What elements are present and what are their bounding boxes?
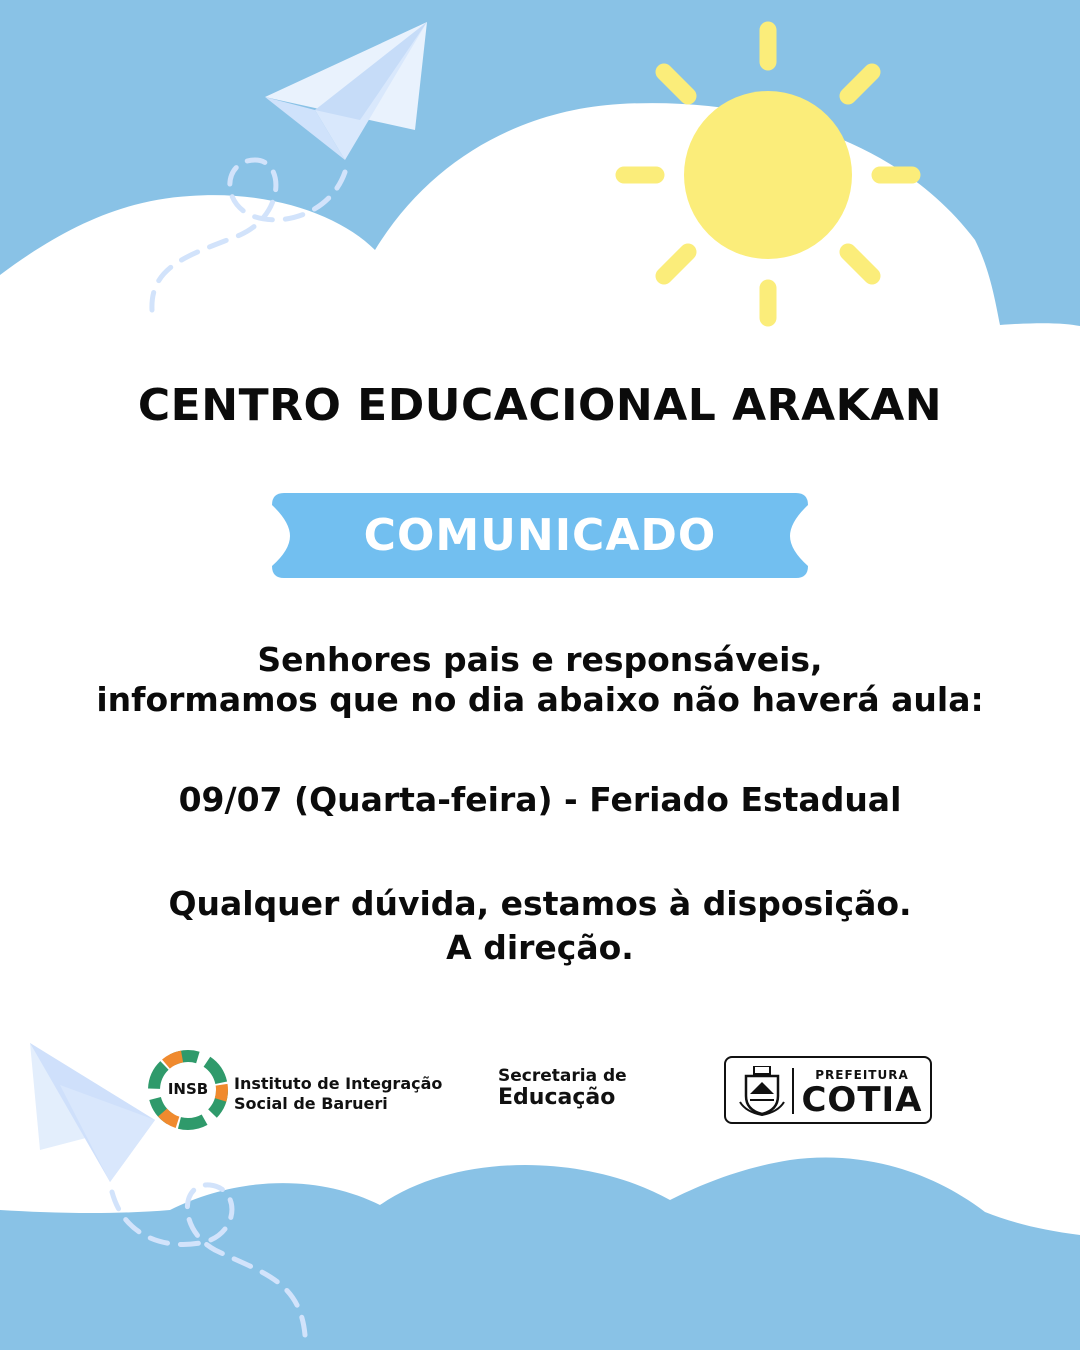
banner-label: COMUNICADO xyxy=(363,510,717,561)
message-line-1: Senhores pais e responsáveis, xyxy=(257,640,823,679)
insb-name-line-1: Instituto de Integração xyxy=(234,1074,443,1093)
message-line-2: informamos que no dia abaixo não haverá aula: xyxy=(96,680,984,719)
logo-divider xyxy=(792,1068,794,1114)
prefeitura-city: COTIA xyxy=(801,1080,923,1120)
secretaria-line-1: Secretaria de xyxy=(498,1066,627,1086)
insb-badge-text: INSB xyxy=(167,1080,209,1098)
school-title: CENTRO EDUCACIONAL ARAKAN xyxy=(137,380,943,431)
holiday-date-line: 09/07 (Quarta-feira) - Feriado Estadual xyxy=(178,780,902,819)
prefeitura-cotia-logo xyxy=(724,1056,932,1124)
closing-signature: A direção. xyxy=(446,928,634,967)
closing-line-1: Qualquer dúvida, estamos à disposição. xyxy=(168,884,912,923)
coat-of-arms-icon xyxy=(738,1066,786,1116)
secretaria-line-2: Educação xyxy=(498,1085,616,1110)
insb-name-line-2: Social de Barueri xyxy=(234,1094,388,1113)
prefeitura-label: PREFEITURA xyxy=(815,1068,909,1082)
